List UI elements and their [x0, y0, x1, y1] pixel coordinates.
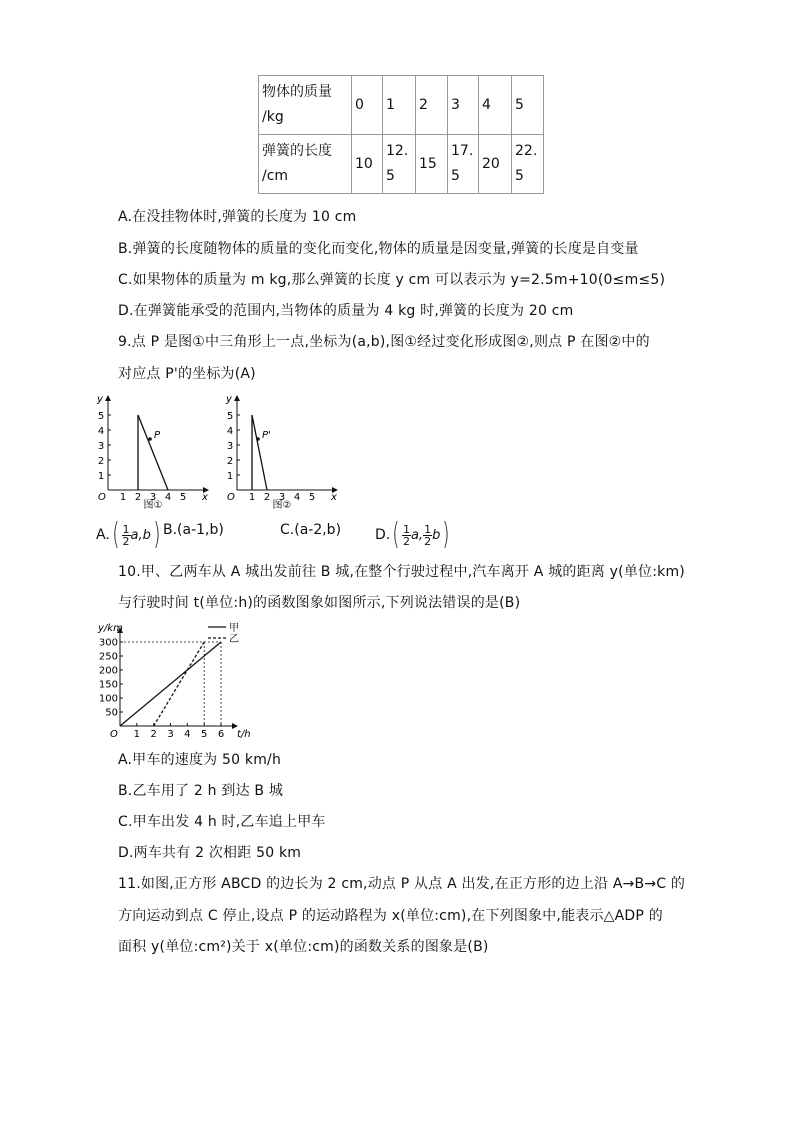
- q11-stem-line3: 面积 y(单位:cm²)关于 x(单位:cm)的函数关系的图象是(B): [118, 939, 489, 955]
- q9-figure-2: [225, 394, 345, 510]
- x-tick-label: 1: [133, 729, 141, 740]
- q9-option-d: D.( $\frac{1}{2}$ a, $\frac{1}{2}$ b): [375, 517, 450, 552]
- mass-length-table: [258, 75, 544, 194]
- q10-option-a: A.甲车的速度为 50 km/h: [118, 752, 282, 768]
- q10-option-d: D.两车共有 2 次相距 50 km: [118, 845, 302, 861]
- header-line: 物体的质量: [262, 84, 332, 100]
- x-axis-label: x: [202, 492, 208, 503]
- table-row: [259, 76, 544, 135]
- y-tick-label: 3: [97, 441, 105, 452]
- origin-label: O: [98, 492, 106, 503]
- q8-option-a: A.在没挂物体时,弹簧的长度为 10 cm: [118, 209, 357, 225]
- x-axis-label: x: [331, 492, 337, 503]
- q10-option-c: C.甲车出发 4 h 时,乙车追上甲车: [118, 814, 326, 830]
- x-tick-label: 2: [134, 492, 142, 503]
- q9-stem-line1: 9.点 P 是图①中三角形上一点,坐标为(a,b),图①经过变化形成图②,则点 P 在图②中的: [118, 334, 650, 350]
- table-row: [259, 135, 544, 194]
- x-tick-label: 3: [278, 492, 286, 503]
- y-tick-label: 4: [226, 426, 234, 437]
- q9-option-b: B.(a-1,b): [163, 522, 224, 538]
- header-unit: /kg: [262, 109, 284, 125]
- figure-caption: 图②: [272, 500, 292, 510]
- table-cell: 15: [416, 135, 448, 194]
- y-tick-label: 50: [105, 707, 118, 719]
- x-tick-label: 6: [217, 729, 225, 740]
- table-cell: 4: [479, 76, 512, 135]
- triangle: [252, 415, 267, 490]
- y-tick-label: 5: [226, 411, 234, 422]
- series-line-jia: [120, 642, 221, 726]
- x-tick-label: 3: [149, 492, 157, 503]
- y-axis-label: y: [97, 394, 103, 405]
- y-tick-label: 5: [97, 411, 105, 422]
- x-tick-label: 5: [179, 492, 187, 503]
- y-tick-label: 1: [97, 471, 105, 482]
- y-tick-label: 2: [226, 456, 234, 467]
- q10-option-b: B.乙车用了 2 h 到达 B 城: [118, 783, 284, 799]
- y-tick-label: 200: [98, 665, 118, 677]
- table-cell: 12. 5: [383, 135, 416, 194]
- x-tick-label: 5: [308, 492, 316, 503]
- y-tick-label: 100: [98, 693, 118, 705]
- y-tick-label: 4: [97, 426, 105, 437]
- q9-option-a: A.( $\frac{1}{2}$ a,b): [96, 517, 161, 552]
- x-axis-label: t/h: [237, 729, 251, 740]
- header-unit: /cm: [262, 168, 289, 184]
- header-line: 弹簧的长度: [262, 143, 332, 159]
- x-tick-label: 2: [263, 492, 271, 503]
- table-cell: 17. 5: [448, 135, 479, 194]
- x-tick-label: 3: [167, 729, 174, 740]
- y-axis-label: y: [226, 394, 232, 405]
- q10-stem-line1: 10.甲、乙两车从 A 城出发前往 B 城,在整个行驶过程中,汽车离开 A 城的距离 y(单位:km): [118, 564, 685, 580]
- x-tick-label: 4: [184, 729, 191, 740]
- y-tick-label: 150: [98, 679, 118, 691]
- y-tick-label: 1: [226, 471, 234, 482]
- q8-option-d: D.在弹簧能承受的范围内,当物体的质量为 4 kg 时,弹簧的长度为 20 cm: [118, 303, 574, 319]
- table-cell: 20: [479, 135, 512, 194]
- point-p: [148, 437, 152, 441]
- table-header-length: [259, 135, 352, 194]
- q11-stem-line1: 11.如图,正方形 ABCD 的边长为 2 cm,动点 P 从点 A 出发,在正方形的边上沿 A→B→C 的: [118, 876, 686, 892]
- x-tick-label: 2: [150, 729, 157, 740]
- table-cell: 3: [448, 76, 479, 135]
- table-cell: 0: [352, 76, 383, 135]
- origin-label: O: [227, 492, 235, 503]
- q9-stem-line2: 对应点 P'的坐标为(A): [118, 366, 256, 382]
- table-cell: 1: [383, 76, 416, 135]
- q8-option-c: C.如果物体的质量为 m kg,那么弹簧的长度 y cm 可以表示为 y=2.5m+10(0≤m≤5): [118, 272, 666, 288]
- y-axis-label: y/km: [98, 623, 123, 634]
- point-p-prime-label: P': [262, 430, 271, 441]
- point-p-label: P: [154, 430, 161, 441]
- y-tick-label: 250: [98, 651, 118, 663]
- q9-figure-1: [96, 394, 216, 510]
- table-cell: 5: [512, 76, 544, 135]
- q10-stem-line2: 与行驶时间 t(单位:h)的函数图象如图所示,下列说法错误的是(B): [118, 595, 521, 611]
- q9-option-c: C.(a-2,b): [280, 522, 342, 538]
- q8-option-b: B.弹簧的长度随物体的质量的变化而变化,物体的质量是因变量,弹簧的长度是自变量: [118, 241, 639, 257]
- figure-caption: 图①: [143, 500, 163, 510]
- legend-yi-label: 乙: [229, 634, 239, 645]
- x-tick-label: 5: [200, 729, 208, 740]
- origin-label: O: [110, 729, 118, 740]
- y-tick-label: 2: [97, 456, 105, 467]
- x-tick-label: 4: [164, 492, 172, 503]
- series-lines: [120, 642, 221, 726]
- legend-jia-label: 甲: [229, 623, 239, 634]
- point-p-prime: [256, 437, 260, 441]
- q11-stem-line2: 方向运动到点 C 停止,设点 P 的运动路程为 x(单位:cm),在下列图象中,能表示△ADP 的: [118, 908, 663, 924]
- y-tick-label: 3: [226, 441, 234, 452]
- table-cell: 2: [416, 76, 448, 135]
- x-tick-label: 1: [248, 492, 256, 503]
- table-cell: 10: [352, 135, 383, 194]
- x-tick-label: 4: [293, 492, 301, 503]
- y-ticks: [99, 638, 123, 719]
- y-tick-label: 300: [98, 637, 118, 649]
- x-tick-label: 1: [119, 492, 127, 503]
- q10-chart: [96, 619, 256, 743]
- table-header-mass: [259, 76, 352, 135]
- series-line-yi: [154, 642, 204, 726]
- triangle: [138, 415, 168, 490]
- table-cell: 22. 5: [512, 135, 544, 194]
